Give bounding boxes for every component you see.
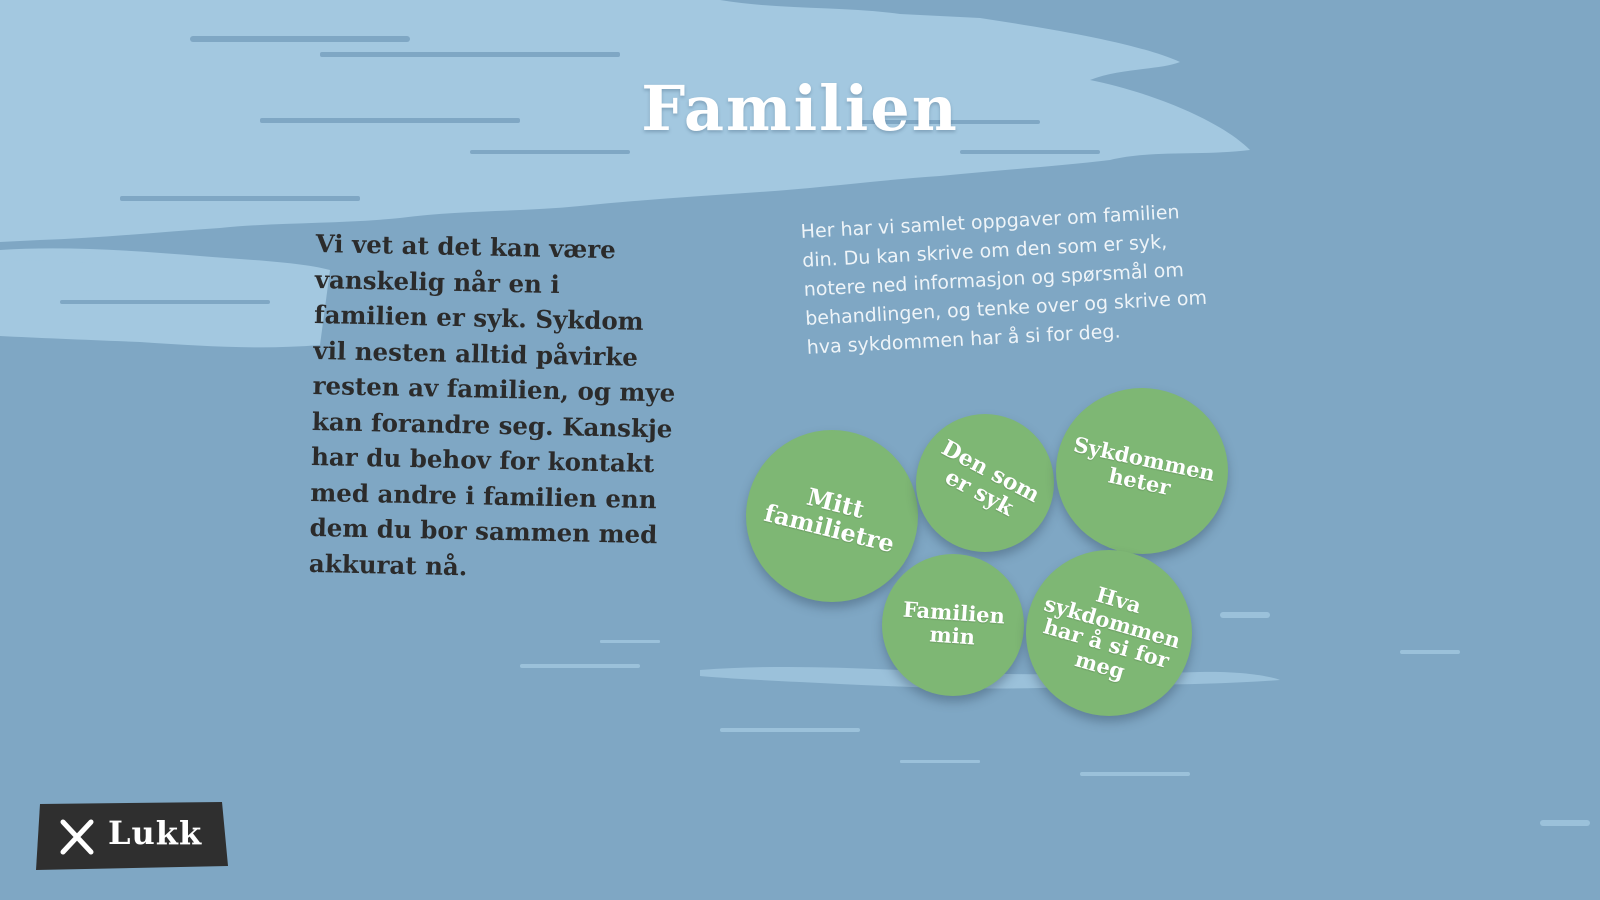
task-what-illness-means-label: Hva sykdommen har å si for meg bbox=[1040, 581, 1184, 684]
page-title: Familien bbox=[641, 72, 959, 145]
close-button[interactable] bbox=[36, 802, 230, 872]
task-illness-name-button[interactable] bbox=[1056, 388, 1228, 554]
close-icon bbox=[58, 818, 96, 856]
task-illness-name-label: Sykdommen heter bbox=[1071, 431, 1218, 501]
task-family-tree-button[interactable] bbox=[746, 430, 918, 602]
task-sick-person-label: Den som er syk bbox=[937, 435, 1045, 522]
task-my-family-label: Familien min bbox=[902, 596, 1006, 650]
task-what-illness-means-button[interactable] bbox=[1026, 550, 1192, 716]
task-family-tree-label: Mitt familietre bbox=[760, 481, 897, 559]
task-description: Her har vi samlet oppgaver om familien din. Du kan skrive om den som er syk, notere ned informasjon og spørsmål om behandlingen, og tenke over og skrive om hva sykdommen har å si for deg. bbox=[800, 201, 1208, 359]
task-sick-person-button[interactable] bbox=[916, 414, 1054, 552]
close-button-label: Lukk bbox=[108, 814, 203, 852]
intro-text: Vi vet at det kan være vanskelig når en i familien er syk. Sykdom vil nesten alltid påvirke resten av familien, og mye kan forandre seg. Kanskje har du behov for kontakt med andre i familien enn dem du bor sammen med akkurat nå. bbox=[308, 228, 676, 581]
task-my-family-button[interactable] bbox=[882, 554, 1024, 696]
